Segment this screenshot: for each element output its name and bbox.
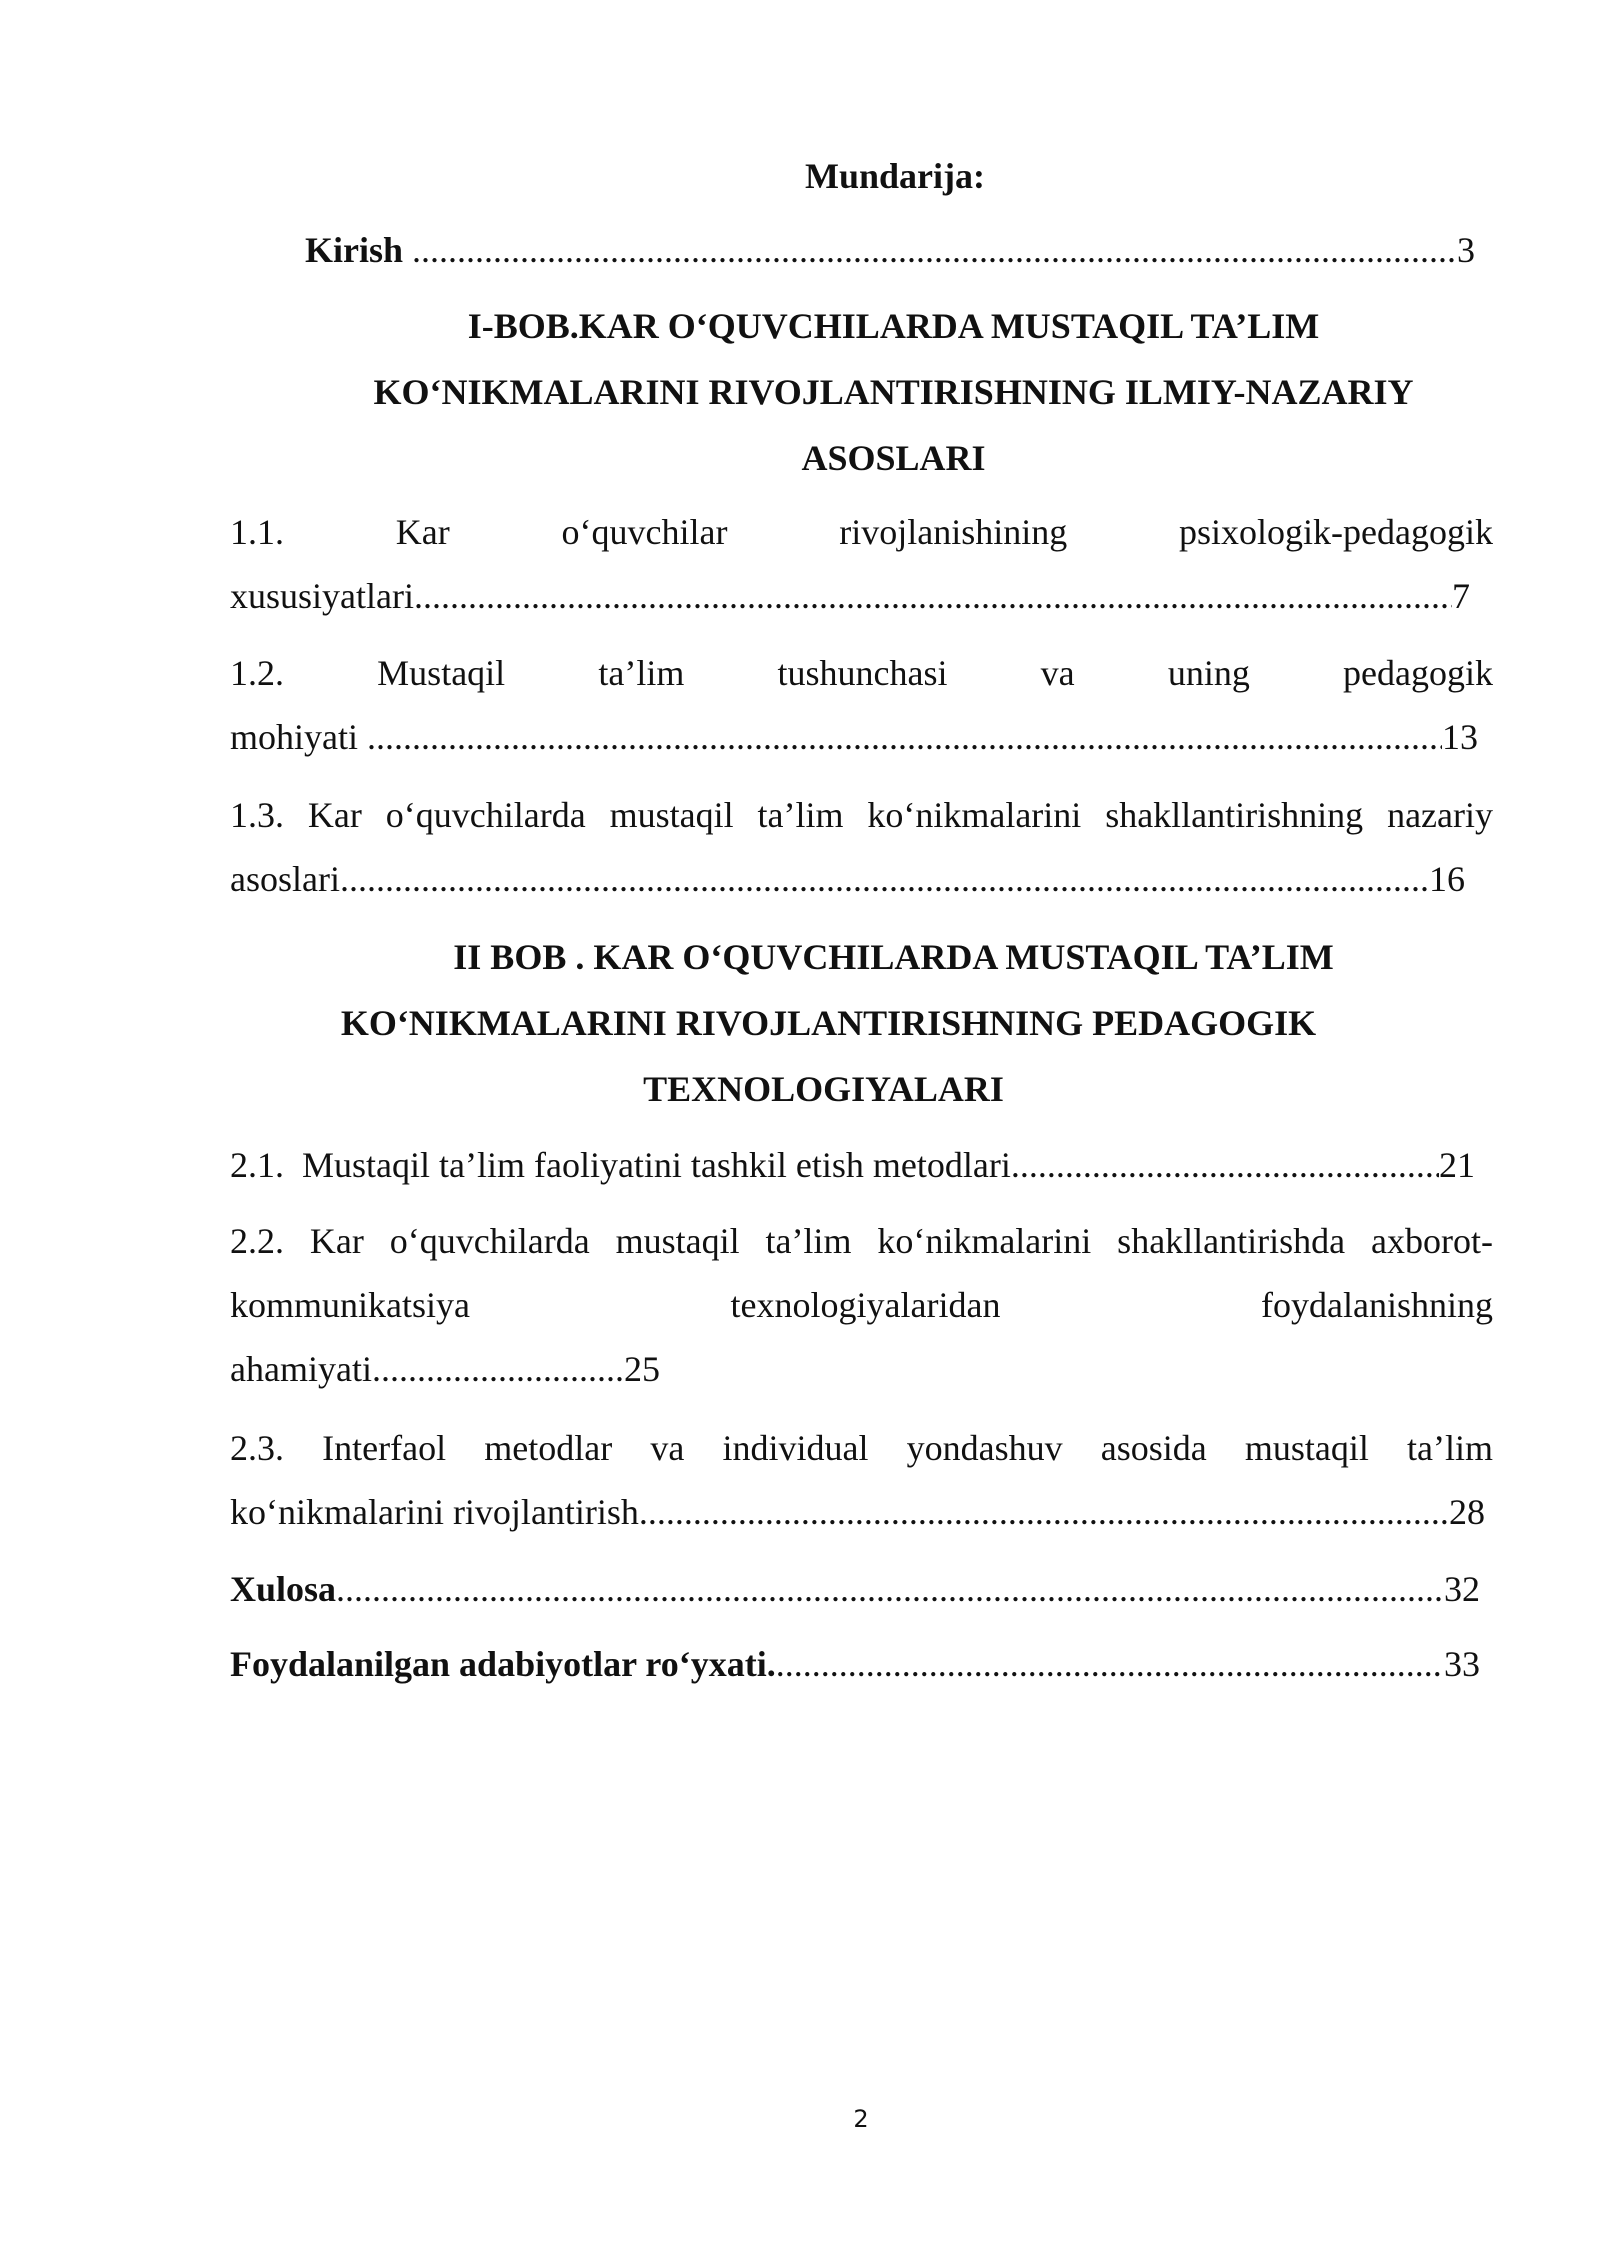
toc-entry-2-2 xyxy=(230,1209,1493,1401)
word: kommunikatsiya xyxy=(230,1285,470,1325)
word: psixologik-pedagogik xyxy=(1179,512,1493,552)
entry-label: Foydalanilgan adabiyotlar ro‘yxati. xyxy=(230,1644,776,1684)
entry-label: Kirish xyxy=(305,230,404,270)
entry-label: ahamiyati xyxy=(230,1349,372,1389)
toc-title: Mundarija: xyxy=(805,156,985,196)
word: tushunchasi xyxy=(777,653,948,693)
page-ref: 3 xyxy=(1457,230,1475,270)
entry-label: Xulosa xyxy=(230,1569,337,1609)
page-ref: 33 xyxy=(1444,1644,1480,1684)
leader-dots xyxy=(336,1557,1444,1621)
leader-dots xyxy=(1011,1133,1439,1197)
toc-entry-1-3 xyxy=(230,783,1493,911)
leader-dots xyxy=(367,705,1442,769)
page-ref: 7 xyxy=(1452,576,1470,616)
entry-second-line xyxy=(230,1273,1493,1337)
toc-entry-2-1 xyxy=(230,1133,1493,1197)
entry-first-line: 2.3. Interfaol metodlar va individual yondashuv asosida mustaqil ta’lim xyxy=(230,1428,1493,1468)
leader-dots xyxy=(412,218,1457,282)
page-ref: 28 xyxy=(1449,1492,1485,1532)
word: 1.1. xyxy=(230,512,284,552)
toc-entry-2-3 xyxy=(230,1416,1493,1544)
toc-entry-references xyxy=(230,1632,1493,1696)
leader-dots: ............................ xyxy=(371,1349,624,1389)
word: Mustaqil xyxy=(377,653,506,693)
entry-label: asoslari xyxy=(230,859,340,899)
word: o‘quvchilar xyxy=(561,512,728,552)
word: Kar xyxy=(395,512,450,552)
word: foydalanishning xyxy=(1261,1285,1493,1325)
entry-label: mohiyati xyxy=(230,717,367,757)
chapter-1-heading xyxy=(230,293,1557,491)
entry-label: 2.1. Mustaqil ta’lim faoliyatini tashkil etish metodlari xyxy=(230,1145,1011,1185)
page-ref: 21 xyxy=(1439,1145,1475,1185)
leader-dots xyxy=(340,847,1429,911)
word: pedagogik xyxy=(1343,653,1493,693)
toc-entry-1-2 xyxy=(230,641,1493,769)
toc-entry-intro xyxy=(305,218,1475,282)
entry-third-line xyxy=(230,1337,1493,1401)
page-number: 2 xyxy=(853,2105,869,2133)
chapter-line: ASOSLARI xyxy=(801,438,986,478)
toc-entry-1-1 xyxy=(230,500,1493,628)
entry-first-line xyxy=(230,641,1493,705)
page-ref: 16 xyxy=(1429,859,1465,899)
page-ref: 25 xyxy=(623,1349,660,1389)
chapter-line: TEXNOLOGIYALARI xyxy=(643,1069,1004,1109)
entry-first-line: 2.2. Kar o‘quvchilarda mustaqil ta’lim ko‘nikmalarini shakllantirishda axborot- xyxy=(230,1221,1493,1261)
leader-dots xyxy=(639,1480,1449,1544)
leader-dots xyxy=(776,1632,1444,1696)
entry-label: ko‘nikmalarini rivojlantirish xyxy=(230,1492,639,1532)
word: ta’lim xyxy=(598,653,685,693)
toc-entry-conclusion xyxy=(230,1557,1493,1621)
word: rivojlanishining xyxy=(839,512,1068,552)
page-ref: 13 xyxy=(1442,717,1478,757)
word: va xyxy=(1040,653,1075,693)
entry-first-line xyxy=(230,500,1493,564)
entry-first-line: 1.3. Kar o‘quvchilarda mustaqil ta’lim ko‘nikmalarini shakllantirishning nazariy xyxy=(230,795,1493,835)
word: uning xyxy=(1167,653,1250,693)
leader-dots xyxy=(414,564,1452,628)
chapter-line: KO‘NIKMALARINI RIVOJLANTIRISHNING PEDAGOGIK xyxy=(340,1003,1317,1043)
entry-label: xususiyatlari xyxy=(230,576,414,616)
chapter-2-heading xyxy=(230,924,1557,1122)
page-ref: 32 xyxy=(1444,1569,1480,1609)
word: texnologiyalaridan xyxy=(730,1285,1001,1325)
word: 1.2. xyxy=(230,653,284,693)
chapter-line: I-BOB.KAR O‘QUVCHILARDA MUSTAQIL TA’LIM xyxy=(467,306,1320,346)
chapter-line: KO‘NIKMALARINI RIVOJLANTIRISHNING ILMIY-NAZARIY xyxy=(373,372,1414,412)
chapter-line: II BOB . KAR O‘QUVCHILARDA MUSTAQIL TA’LIM xyxy=(453,937,1334,977)
